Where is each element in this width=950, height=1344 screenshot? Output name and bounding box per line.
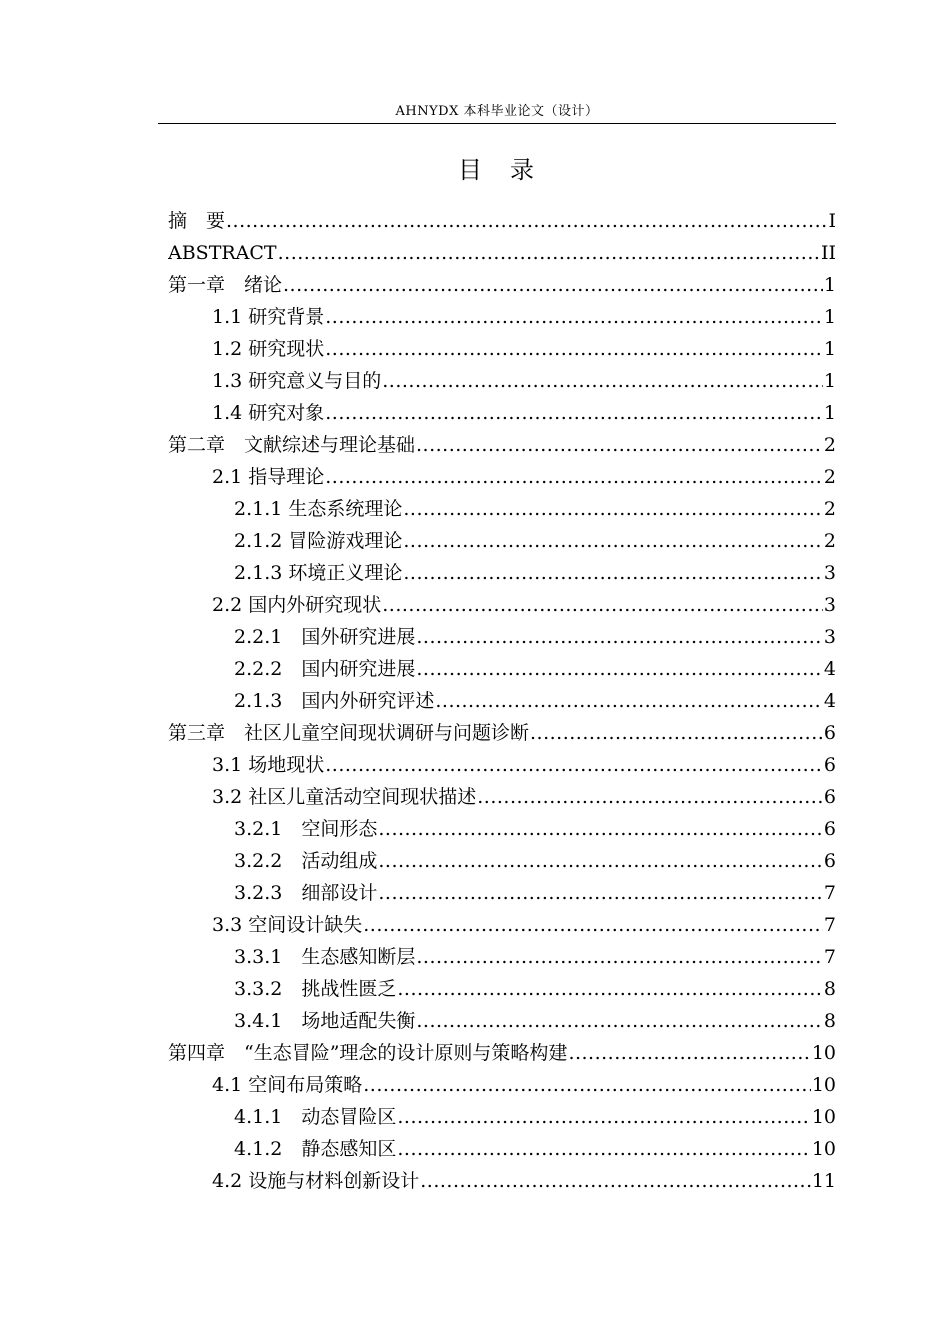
toc-entry[interactable] (168, 589, 836, 621)
toc-entry[interactable] (168, 365, 836, 397)
toc-entry-label: 1.2 研究现状 (212, 338, 325, 360)
toc-entry-page: 1 (823, 338, 836, 360)
toc-dot-leader (416, 621, 823, 653)
toc-entry-label: 3.3.1 生态感知断层 (234, 946, 416, 968)
toc-entry-label: 4.1.2 静态感知区 (234, 1138, 397, 1160)
toc-dot-leader (325, 301, 823, 333)
toc-entry[interactable] (168, 717, 836, 749)
toc-dot-leader (568, 1037, 810, 1069)
toc-entry[interactable] (168, 397, 836, 429)
toc-entry[interactable] (168, 1133, 836, 1165)
toc-entry-page: 8 (823, 1010, 836, 1032)
toc-dot-leader (403, 557, 823, 589)
toc-entry-label: 3.2 社区儿童活动空间现状描述 (212, 786, 477, 808)
toc-entry-label: 4.1 空间布局策略 (212, 1074, 363, 1096)
toc-entry-page: 2 (823, 466, 836, 488)
toc-entry-page: 2 (823, 434, 836, 456)
toc-dot-leader (325, 397, 823, 429)
toc-entry-label: 2.1.3 国内外研究评述 (234, 690, 435, 712)
toc-dot-leader (397, 1101, 810, 1133)
toc-entry-label: 摘 要 (168, 210, 226, 232)
toc-entry-label: 2.1.3 环境正义理论 (234, 562, 403, 584)
toc-entry-label: 3.3 空间设计缺失 (212, 914, 363, 936)
toc-entry-page: 3 (823, 626, 836, 648)
toc-entry-page: 1 (823, 306, 836, 328)
toc-entry-label: 2.2.2 国内研究进展 (234, 658, 416, 680)
toc-entry[interactable] (168, 621, 836, 653)
toc-dot-leader (363, 909, 823, 941)
toc-entry[interactable] (168, 1037, 836, 1069)
toc-dot-leader (416, 941, 823, 973)
toc-entry-label: 3.3.2 挑战性匮乏 (234, 978, 397, 1000)
toc-entry-page: 6 (823, 754, 836, 776)
toc-entry-label: 1.3 研究意义与目的 (212, 370, 382, 392)
toc-entry-page: 7 (823, 882, 836, 904)
toc-entry-label: 3.2.3 细部设计 (234, 882, 378, 904)
toc-entry-label: 第四章 “生态冒险”理念的设计原则与策略构建 (168, 1042, 568, 1064)
toc-entry-page: 6 (823, 722, 836, 744)
toc-entry-label: 第二章 文献综述与理论基础 (168, 434, 416, 456)
toc-entry-page: 10 (811, 1074, 836, 1096)
toc-entry-label: 3.2.2 活动组成 (234, 850, 378, 872)
toc-entry-page: 4 (823, 658, 836, 680)
toc-entry-page: 1 (823, 402, 836, 424)
toc-dot-leader (403, 525, 823, 557)
toc-entry[interactable] (168, 557, 836, 589)
toc-dot-leader (378, 877, 823, 909)
toc-entry-page: 7 (823, 914, 836, 936)
toc-entry-label: 1.1 研究背景 (212, 306, 325, 328)
toc-entry-page: II (820, 242, 836, 264)
toc-entry[interactable] (168, 845, 836, 877)
toc-entry-page: 11 (811, 1170, 836, 1192)
toc-dot-leader (397, 1133, 810, 1165)
toc-entry[interactable] (168, 461, 836, 493)
toc-entry-page: 1 (823, 370, 836, 392)
toc-entry-page: 6 (823, 818, 836, 840)
toc-entry-label: 4.1.1 动态冒险区 (234, 1106, 397, 1128)
toc-entry[interactable] (168, 493, 836, 525)
toc-entry-page: 3 (823, 594, 836, 616)
toc-entry-page: 8 (823, 978, 836, 1000)
toc-entry[interactable] (168, 749, 836, 781)
toc-entry-label: 2.1.2 冒险游戏理论 (234, 530, 403, 552)
toc-entry-page: 6 (823, 786, 836, 808)
toc-dot-leader (530, 717, 823, 749)
toc-entry[interactable] (168, 333, 836, 365)
toc-entry-page: 1 (823, 274, 836, 296)
toc-entry[interactable] (168, 781, 836, 813)
toc-entry-label: 第一章 绪论 (168, 274, 283, 296)
toc-entry-label: 4.2 设施与材料创新设计 (212, 1170, 420, 1192)
toc-dot-leader (477, 781, 823, 813)
toc-dot-leader (403, 493, 823, 525)
toc-entry-label: 2.2.1 国外研究进展 (234, 626, 416, 648)
toc-entry-page: 2 (823, 530, 836, 552)
toc-entry[interactable] (168, 1069, 836, 1101)
toc-entry-page: 10 (811, 1106, 836, 1128)
toc-entry[interactable] (168, 1101, 836, 1133)
toc-entry-page: 3 (823, 562, 836, 584)
toc-dot-leader (435, 685, 823, 717)
toc-entry-label: 3.2.1 空间形态 (234, 818, 378, 840)
table-of-contents (168, 205, 836, 1197)
toc-entry-page: 6 (823, 850, 836, 872)
toc-entry-label: 2.1 指导理论 (212, 466, 325, 488)
toc-entry[interactable] (168, 429, 836, 461)
toc-dot-leader (416, 429, 823, 461)
toc-entry-page: 4 (823, 690, 836, 712)
toc-entry[interactable] (168, 685, 836, 717)
toc-entry[interactable] (168, 877, 836, 909)
toc-entry-page: 7 (823, 946, 836, 968)
toc-dot-leader (382, 589, 823, 621)
toc-entry-page: 10 (811, 1042, 836, 1064)
header-rule (158, 123, 836, 124)
toc-dot-leader (420, 1165, 811, 1197)
toc-entry-label: 第三章 社区儿童空间现状调研与问题诊断 (168, 722, 530, 744)
toc-entry-label: 3.4.1 场地适配失衡 (234, 1010, 416, 1032)
toc-entry[interactable] (168, 205, 836, 237)
toc-dot-leader (226, 205, 827, 237)
running-header: AHNYDX 本科毕业论文（设计） (395, 104, 599, 119)
toc-entry[interactable] (168, 1005, 836, 1037)
toc-entry[interactable] (168, 525, 836, 557)
toc-dot-leader (378, 813, 823, 845)
toc-entry[interactable] (168, 973, 836, 1005)
toc-dot-leader (325, 333, 823, 365)
toc-dot-leader (382, 365, 823, 397)
toc-dot-leader (363, 1069, 811, 1101)
toc-entry-page: 2 (823, 498, 836, 520)
toc-dot-leader (325, 461, 823, 493)
toc-dot-leader (397, 973, 823, 1005)
toc-entry-page: Ⅰ (828, 210, 836, 232)
toc-dot-leader (325, 749, 823, 781)
toc-entry[interactable] (168, 237, 836, 269)
toc-entry-label: 2.2 国内外研究现状 (212, 594, 382, 616)
toc-entry[interactable] (168, 1165, 836, 1197)
toc-dot-leader (283, 269, 823, 301)
toc-entry[interactable] (168, 909, 836, 941)
toc-entry-label: 2.1.1 生态系统理论 (234, 498, 403, 520)
toc-entry-page: 10 (811, 1138, 836, 1160)
toc-dot-leader (378, 845, 823, 877)
toc-entry[interactable] (168, 653, 836, 685)
toc-entry-label: ABSTRACT (168, 242, 277, 264)
toc-dot-leader (278, 237, 820, 269)
toc-entry-label: 1.4 研究对象 (212, 402, 325, 424)
toc-entry[interactable] (168, 269, 836, 301)
toc-title: 目 录 (458, 156, 536, 184)
toc-entry-label: 3.1 场地现状 (212, 754, 325, 776)
toc-entry[interactable] (168, 941, 836, 973)
toc-dot-leader (416, 653, 823, 685)
toc-entry[interactable] (168, 813, 836, 845)
toc-entry[interactable] (168, 301, 836, 333)
toc-dot-leader (416, 1005, 823, 1037)
